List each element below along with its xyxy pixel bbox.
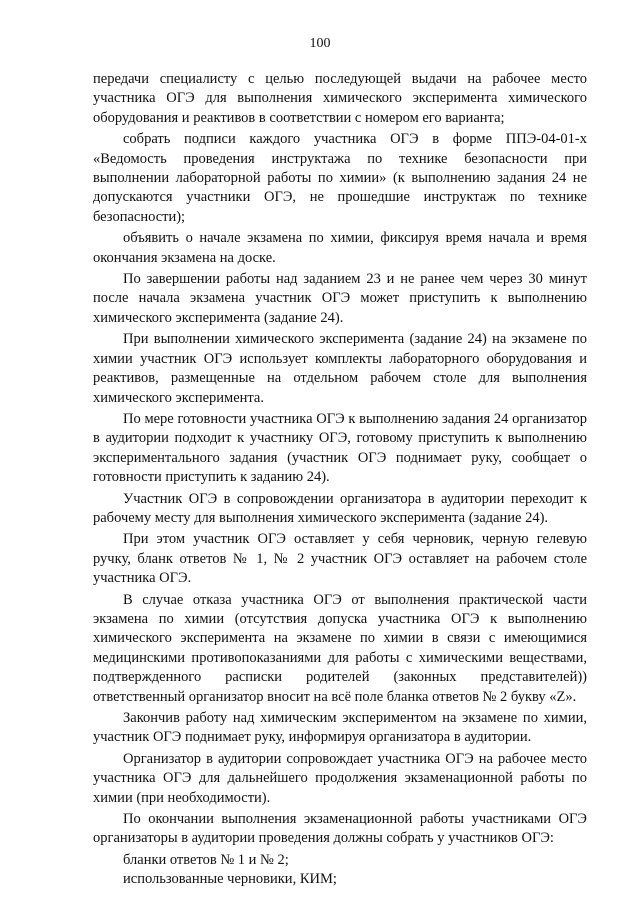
paragraph-12: По окончании выполнения экзаменационной работы участниками ОГЭ организаторы в аудитории проведения должны собрать у участников ОГЭ: xyxy=(93,811,587,847)
paragraph-7: Участник ОГЭ в сопровождении организатора в аудитории переходит к рабочему месту для выполнения химического эксперимента (задание 24). xyxy=(93,490,587,526)
list-item-answer-forms: бланки ответов № 1 и № 2; xyxy=(123,851,289,868)
paragraph-11: Организатор в аудитории сопровождает участника ОГЭ на рабочее место участника ОГЭ для дальнейшего продолжения экзаменационной работы по химии (при необходимости). xyxy=(93,750,587,806)
paragraph-1: передачи специалисту с целью последующей выдачи на рабочее место участника ОГЭ для выполнения химического эксперимента химического оборудования и реактивов в соответствии с номером его варианта; xyxy=(93,71,587,126)
document-body xyxy=(93,70,587,890)
paragraph-9: В случае отказа участника ОГЭ от выполнения практической части экзамена по химии (отсутствия допуска участника ОГЭ к выполнению химического эксперимента на экзамене по химии в связи с имеющимися медицинскими противопоказаниями для работы с химическими веществами, подтвержденного расписки родителей (законных представителей)) ответственный организатор вносит на всё поле бланка ответов № 2 букву «Z». xyxy=(93,591,587,705)
paragraph-8: При этом участник ОГЭ оставляет у себя черновик, черную гелевую ручку, бланк ответов № 1, № 2 участник ОГЭ оставляет на рабочем столе участника ОГЭ. xyxy=(93,531,587,587)
page-number: 100 xyxy=(309,36,331,51)
paragraph-10: Закончив работу над химическим экспериментом на экзамене по химии, участник ОГЭ поднимает руку, информируя организатора в аудитории. xyxy=(93,710,587,746)
paragraph-4: По завершении работы над заданием 23 и не ранее чем через 30 минут после начала экзамена участник ОГЭ может приступить к выполнению химического эксперимента (задание 24). xyxy=(93,271,587,326)
list-item-drafts: использованные черновики, КИМ; xyxy=(123,871,337,888)
paragraph-5: При выполнении химического эксперимента (задание 24) на экзамене по химии участник ОГЭ использует комплекты лабораторного оборудования и реактивов, размещенные на отдельном рабочем столе для выполнения химического эксперимента. xyxy=(93,331,587,406)
paragraph-2: собрать подписи каждого участника ОГЭ в форме ППЭ-04-01-х «Ведомость проведения инструктажа по технике безопасности при выполнении лабораторной работы по химии» (к выполнению задания 24 не допускаются участники ОГЭ, не прошедшие инструктаж по технике безопасности); xyxy=(93,131,587,225)
paragraph-6: По мере готовности участника ОГЭ к выполнению задания 24 организатор в аудитории подходит к участнику ОГЭ, готовому приступить к выполнению экспериментального задания (участник ОГЭ поднимает руку, сообщает о готовности приступить к заданию 24). xyxy=(93,410,587,486)
paragraph-3: объявить о начале экзамена по химии, фиксируя время начала и время окончания экзамена на доске. xyxy=(93,230,587,266)
